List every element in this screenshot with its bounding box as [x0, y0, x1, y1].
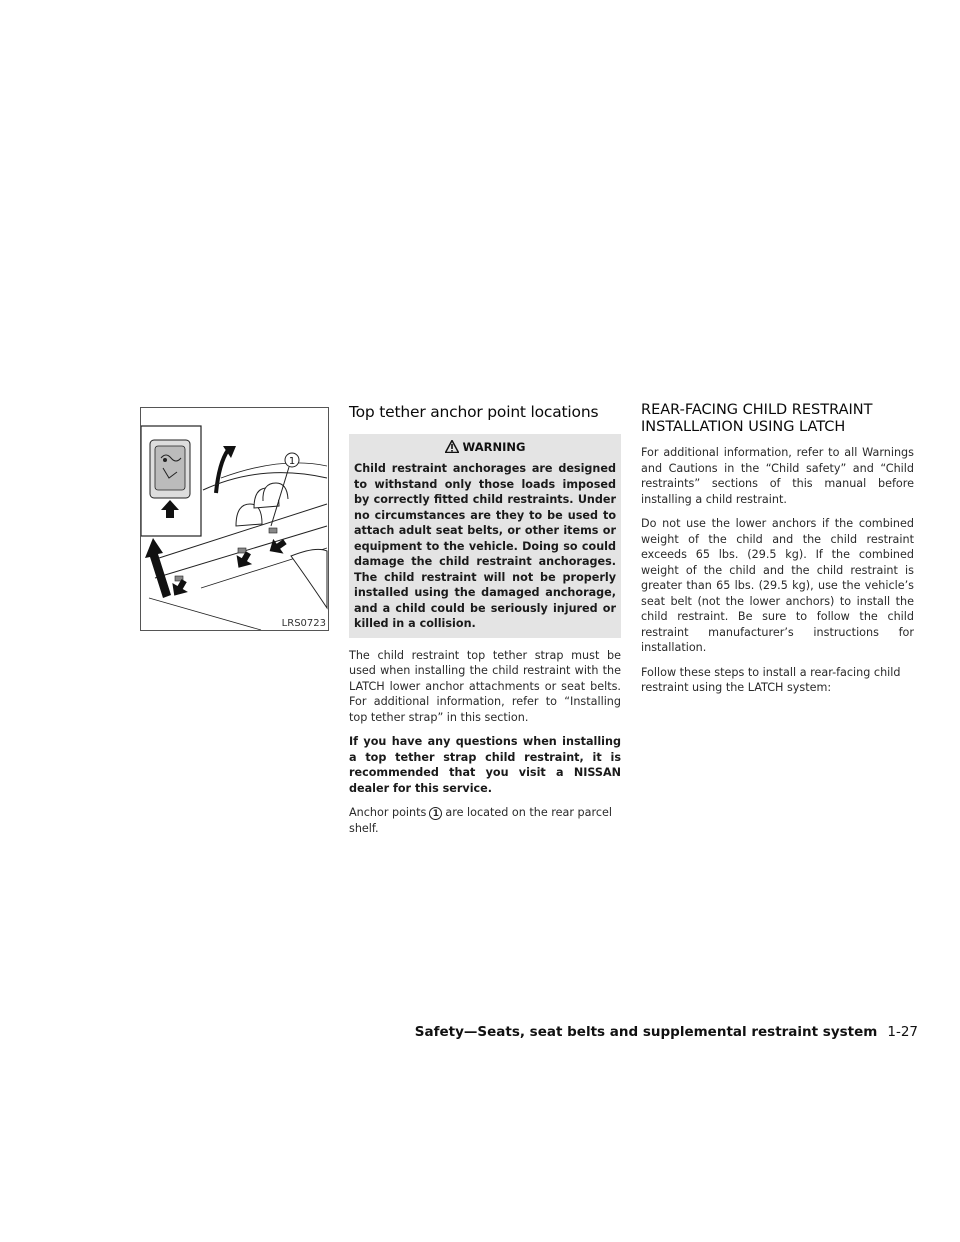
anchor-illustration [140, 407, 329, 631]
page-number: 1-27 [887, 1024, 918, 1040]
paragraph: Follow these steps to install a rear-facing child restraint using the LATCH system: [641, 665, 901, 694]
page-footer [415, 1024, 918, 1040]
section-heading-top-tether: Top tether anchor point locations [349, 403, 599, 421]
diagonal-arrow-icon [145, 538, 171, 598]
column-top-tether [349, 402, 621, 845]
heading-line-1: REAR-FACING CHILD RESTRAINT [641, 402, 873, 418]
rear-shelf-drawing [141, 408, 328, 630]
figure-code: LRS0723 [281, 618, 326, 629]
anchor-text-before: Anchor points [349, 806, 427, 819]
section-heading-rear-facing [641, 402, 914, 436]
paragraph-anchor-points [349, 805, 621, 836]
paragraph: Do not use the lower anchors if the combined weight of the child and the child restraint exceeds 65 lbs. (29.5 kg). If the combined weight of the child and the child restraint is greater than 65 lbs. (29.5 kg), use the vehicle’s seat belt (not the lower anchors) to install the child restraint. Be sure to follow the child restraint manufacturer’s instructions for installation. [641, 517, 914, 654]
warning-label: WARNING [462, 440, 526, 454]
footer-section-title: Safety—Seats, seat belts and supplemental restraint system [414, 1024, 878, 1040]
paragraph: The child restraint top tether strap must be used when installing the child restraint with the LATCH lower anchor attachments or seat belts. For additional information, refer to “Installing top tether strap” in this section. [349, 648, 621, 724]
anchor-text-after: are located on the rear parcel shelf. [349, 806, 613, 835]
paragraph-bold: If you have any questions when installing a top tether strap child restraint, it is recommended that you visit a NISSAN dealer for this service. [349, 735, 621, 795]
heading-line-2: INSTALLATION USING LATCH [641, 419, 846, 435]
warning-text: Child restraint anchorages are designed to withstand only those loads imposed by correctly fitted child restraints. Under no circumstances are they to be used to attach adult seat belts, or other items or equipment to the vehicle. Doing so could damage the child restraint anchorages. The child restraint will not be properly installed using the damaged anchorage, and a child could be seriously injured or killed in a collision. [354, 462, 616, 630]
callout-number: 1 [288, 456, 296, 467]
paragraph: For additional information, refer to all Warnings and Cautions in the “Child safety” and “Child restraints” sections of this manual before installing a child restraint. [641, 446, 914, 506]
warning-icon [445, 440, 459, 453]
column-rear-facing [641, 402, 914, 705]
warning-box [349, 434, 621, 638]
warning-header [352, 434, 618, 457]
callout-marker: 1 [429, 807, 442, 820]
curved-arrow-icon [216, 450, 228, 493]
